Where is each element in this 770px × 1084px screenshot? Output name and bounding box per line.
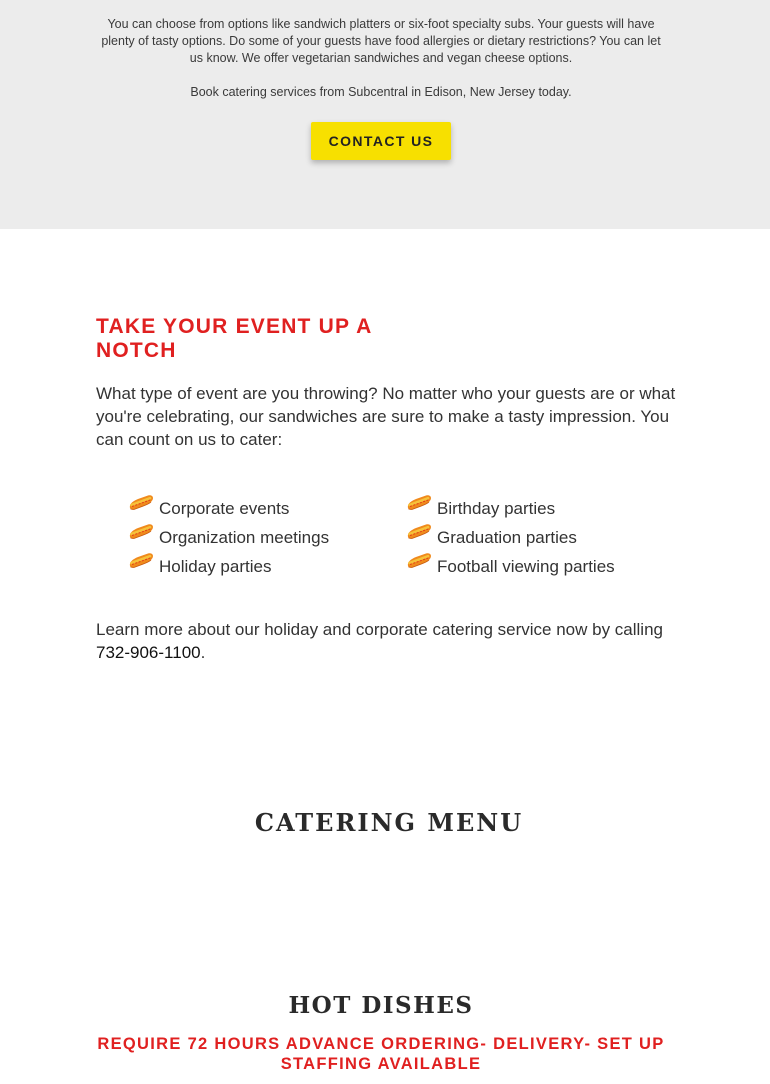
event-type-label: Birthday parties — [437, 499, 556, 518]
event-type-label: Corporate events — [159, 499, 290, 518]
book-catering-paragraph: Book catering services from Subcentral in Edison, New Jersey today. — [190, 85, 572, 99]
event-section-title: TAKE YOUR EVENT UP A NOTCH — [96, 315, 372, 362]
sub-sandwich-icon — [406, 494, 432, 512]
list-item — [406, 494, 615, 523]
intro-band — [0, 0, 770, 229]
sub-sandwich-icon — [128, 523, 154, 541]
list-item — [128, 494, 329, 523]
list-item — [128, 523, 329, 552]
hot-dishes-note: REQUIRE 72 HOURS ADVANCE ORDERING- DELIVERY- SET UP STAFFING AVAILABLE — [97, 1035, 665, 1073]
event-section-intro: What type of event are you throwing? No matter who your guests are or what you're celebrating, our sandwiches are sure to make a tasty impression. You can count on us to cater: — [96, 384, 676, 449]
sub-sandwich-icon — [128, 494, 154, 512]
hot-dishes-heading: HOT DISHES — [288, 992, 474, 1019]
learn-more-end: . — [200, 643, 206, 662]
list-item — [406, 552, 615, 581]
intro-paragraph: You can choose from options like sandwich platters or six-foot specialty subs. Your guests will have plenty of tasty options. Do some of your guests have food allergies or dietary restrictions? You can let us know. We offer vegetarian sandwiches and vegan cheese options. — [101, 17, 661, 65]
sub-sandwich-icon — [406, 523, 432, 541]
learn-more-paragraph — [96, 618, 676, 664]
event-type-label: Holiday parties — [159, 557, 272, 576]
event-types-list-left — [128, 494, 329, 581]
sub-sandwich-icon — [128, 552, 154, 570]
event-type-label: Organization meetings — [159, 528, 330, 547]
catering-menu-heading-text: CATERING MENU — [254, 808, 524, 837]
phone-link[interactable]: 732-906-1100 — [96, 643, 201, 662]
catering-menu-heading — [0, 808, 770, 837]
event-type-label: Graduation parties — [437, 528, 577, 547]
learn-more-text: Learn more about our holiday and corporate catering service now by calling — [96, 620, 663, 639]
event-type-label: Football viewing parties — [437, 557, 615, 576]
list-item — [406, 523, 615, 552]
list-item — [128, 552, 329, 581]
sub-sandwich-icon — [406, 552, 432, 570]
contact-us-button[interactable]: CONTACT US — [311, 122, 451, 160]
event-types-list-right — [406, 494, 615, 581]
